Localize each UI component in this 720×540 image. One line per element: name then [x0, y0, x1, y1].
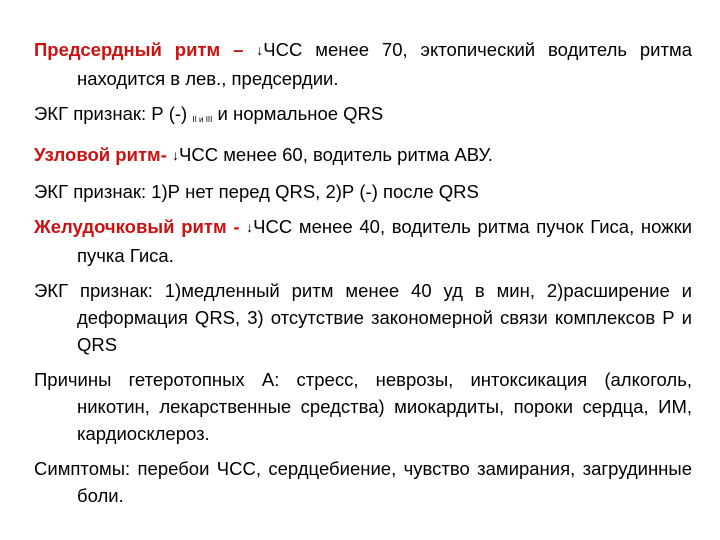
atrial-rhythm-text: ЧСС менее 70, эктопический водитель ритма находится в лев., предсердии.	[77, 39, 692, 89]
ventricular-rhythm-paragraph	[34, 213, 692, 269]
down-arrow-icon: ↓	[172, 147, 180, 163]
slide-content	[34, 36, 692, 517]
down-arrow-icon: ↓	[256, 42, 264, 58]
symptoms-text: Симптомы: перебои ЧСС, сердцебиение, чувство замирания, загрудинные боли.	[34, 458, 692, 506]
atrial-rhythm-paragraph	[34, 36, 692, 92]
nodal-rhythm-paragraph	[34, 141, 692, 170]
ventricular-ecg-text: ЭКГ признак: 1)медленный ритм менее 40 уд в мин, 2)расширение и деформация QRS, 3) отсутствие закономерной связи комплексов Р и QRS	[34, 280, 692, 355]
ventricular-rhythm-text: ЧСС менее 40, водитель ритма пучок Гиса, ножки пучка Гиса.	[77, 216, 693, 266]
atrial-ecg-paragraph	[34, 100, 692, 133]
ventricular-rhythm-heading: Желудочковый ритм -	[34, 216, 240, 237]
causes-text: Причины гетеротопных А: стресс, неврозы, интоксикация (алкоголь, никотин, лекарственные средства) миокардиты, пороки сердца, ИМ, кардиосклероз.	[34, 369, 692, 444]
symptoms-paragraph	[34, 455, 692, 509]
atrial-ecg-prefix: ЭКГ признак: Р (-)	[34, 103, 188, 124]
nodal-ecg-paragraph	[34, 178, 692, 205]
down-arrow-icon: ↓	[246, 219, 254, 235]
atrial-ecg-suffix: и нормальное QRS	[217, 103, 384, 124]
ventricular-ecg-paragraph	[34, 277, 692, 358]
nodal-rhythm-text: ЧСС менее 60, водитель ритма АВУ.	[179, 144, 493, 165]
nodal-ecg-text: ЭКГ признак: 1)Р нет перед QRS, 2)Р (-) после QRS	[34, 181, 479, 202]
causes-paragraph	[34, 366, 692, 447]
atrial-rhythm-heading: Предсердный ритм –	[34, 39, 244, 60]
nodal-rhythm-heading: Узловой ритм-	[34, 144, 167, 165]
atrial-ecg-leads: II и III	[192, 115, 213, 124]
